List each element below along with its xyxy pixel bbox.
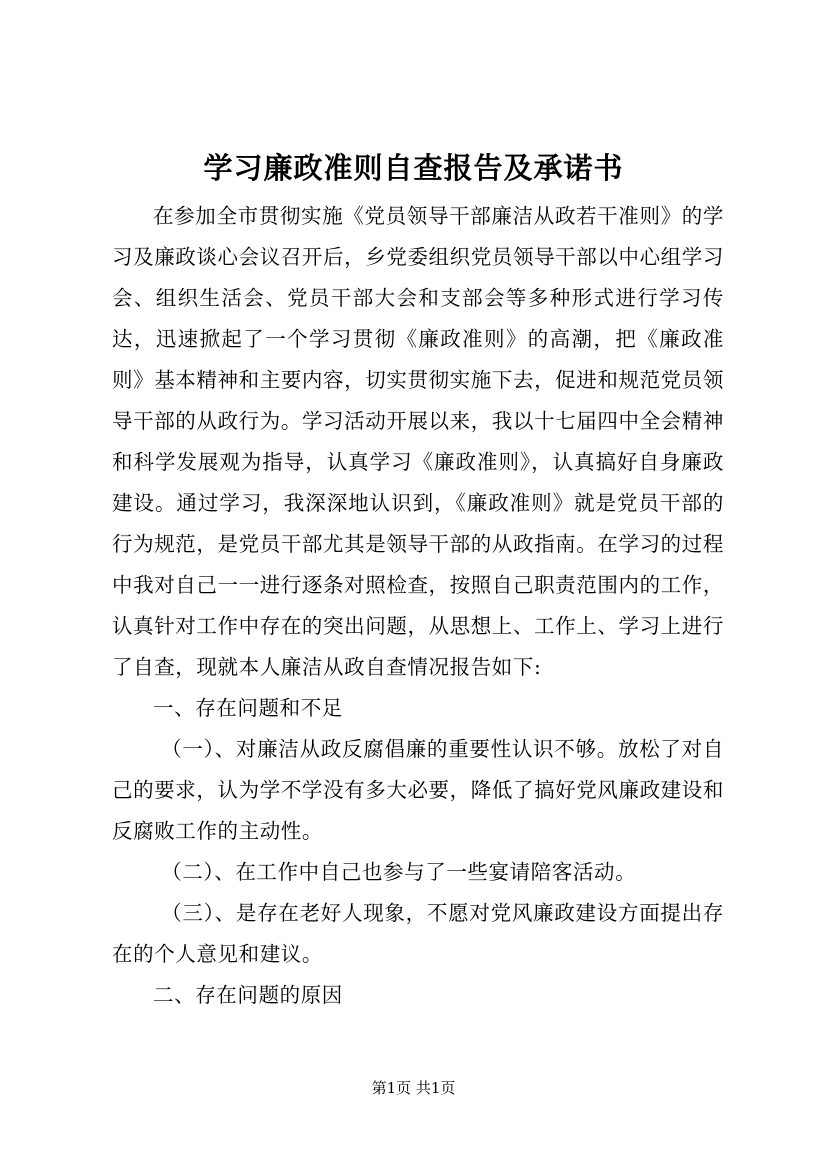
paragraph-problem-2: （二）、在工作中自己也参与了一些宴请陪客活动。 <box>161 860 637 884</box>
document-body <box>112 196 724 1016</box>
page-footer: 第1页 共1页 <box>371 1079 456 1097</box>
paragraph-intro: 在参加全市贯彻实施《党员领导干部廉洁从政若干准则》的学习及廉政谈心会议召开后，乡党委组织党员领导干部以中心组学习会、组织生活会、党员干部大会和支部会等多种形式进行学习传达，迅速掀起了一个学习贯彻《廉政准则》的高潮，把《廉政准则》基本精神和主要内容，切实贯彻实施下去，促进和规范党员领导干部的从政行为。学习活动开展以来，我以十七届四中全会精神和科学发展观为指导，认真学习《廉政准则》，认真搞好自身廉政建设。通过学习，我深深地认识到，《廉政准则》就是党员干部的行为规范，是党员干部尤其是领导干部的从政指南。在学习的过程中我对自己一一进行逐条对照检查，按照自己职责范围内的工作，认真针对工作中存在的突出问题，从思想上、工作上、学习上进行了自查，现就本人廉洁从政自查情况报告如下: <box>112 204 724 679</box>
document-title: 学习廉政准则自查报告及承诺书 <box>203 151 624 185</box>
paragraph-problem-3: （三）、是存在老好人现象，不愿对党风廉政建设方面提出存在的个人意见和建议。 <box>112 901 724 966</box>
paragraph-problem-1: （一）、对廉洁从政反腐倡廉的重要性认识不够。放松了对自己的要求，认为学不学没有多大必要，降低了搞好党风廉政建设和反腐败工作的主动性。 <box>112 737 724 843</box>
section-heading-causes: 二、存在问题的原因 <box>153 983 343 1007</box>
section-heading-problems: 一、存在问题和不足 <box>153 696 343 720</box>
